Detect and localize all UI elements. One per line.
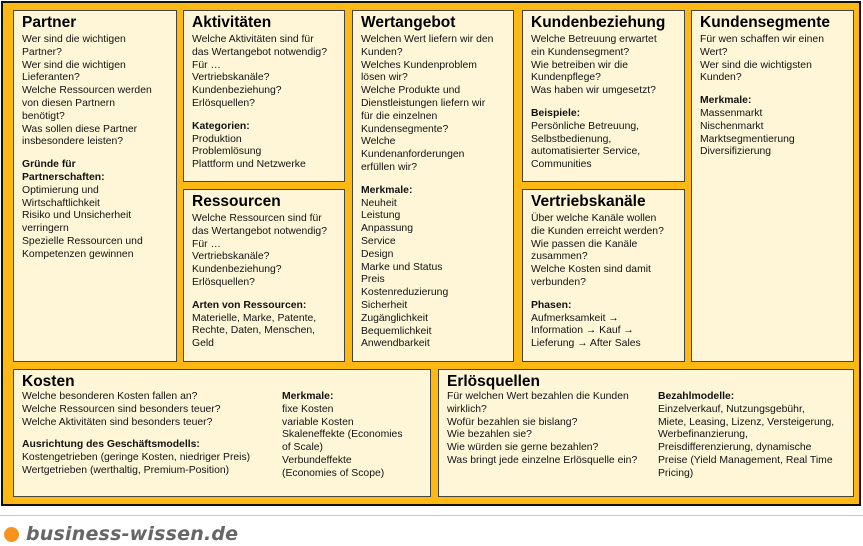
erloesquellen-title: Erlösquellen [447,373,541,390]
list-item: Werbefinanzierung, [658,429,748,441]
question-line: Wer sind die wichtigsten [700,59,812,71]
list-item: Kostengetrieben (geringe Kosten, niedriger Preis) [22,452,251,464]
question-line: Was sollen diese Partner [22,123,138,135]
question-line: Wer sind die wichtigen [22,59,126,71]
question-line: Welchen Wert liefern wir den [361,34,494,45]
ressourcen-title: Ressourcen [192,193,281,210]
question-line: wirklich? [447,403,487,415]
question-line: Dienstleistungen liefern wir [361,97,486,109]
question-line: Welche Betreuung erwartet [531,34,657,45]
list-item: Kostenreduzierung [361,287,449,299]
partner-title: Partner [22,14,77,31]
ressourcen-box [183,189,345,362]
question-line: Kundenanforderungen [361,149,465,161]
question-line: Welches Kundenproblem [361,59,477,71]
list-item: Sicherheit [361,299,408,311]
vertriebskanaele-box [522,189,685,362]
aktivitaeten-subheading: Kategorien: [192,120,250,132]
list-item: of Scale) [282,442,324,454]
list-item: fixe Kosten [282,403,334,415]
question-line: von diesen Partnern [22,97,115,109]
kosten-right-column [282,391,403,481]
list-item: Communities [531,159,592,171]
question-line: Welche Aktivitäten sind für [192,34,314,45]
question-line: Welche Kosten sind damit [531,264,651,276]
kosten-left-column [22,391,250,478]
list-item: Skaleneffekte (Economies [282,429,403,441]
list-item: Produktion [192,133,242,145]
question-line: das Wertangebot notwendig? [192,225,327,237]
list-item: Pricing) [658,467,694,479]
question-line: Für … [192,59,221,71]
list-item: Problemlösung [192,146,262,158]
partner-items [22,185,168,262]
kosten-title: Kosten [22,373,75,390]
question-line: Kunden? [700,72,742,84]
list-item: Service [361,235,396,247]
question-line: Über welche Kanäle wollen [531,213,657,224]
question-line: Wer sind die wichtigen [22,34,126,45]
partner-subheading-cont: Partnerschaften: [22,171,105,183]
brand-logo-text: business-wissen.de [26,523,239,545]
list-item: Wertgetrieben (werthaltig, Premium-Position) [22,464,230,476]
question-line: Vertriebskanäle? [192,251,270,263]
kundenbeziehung-subheading: Beispiele: [531,107,581,119]
question-line: Welche Ressourcen sind für [192,213,322,224]
kundensegmente-title: Kundensegmente [700,14,831,31]
kosten-merkmale-subheading: Merkmale: [282,391,334,402]
partner-subheading: Gründe für [22,159,76,171]
list-item: Kompetenzen gewinnen [22,248,134,260]
list-item: Preisdifferenzierung, dynamische [658,442,812,454]
brand-dot-icon [4,527,19,542]
kundensegmente-subheading: Merkmale: [700,95,752,107]
question-line: Partner? [22,46,62,58]
list-item: Geld [192,338,214,350]
question-line: Kunden? [361,46,403,58]
question-line: Wert? [700,46,728,58]
kundenbeziehung-title: Kundenbeziehung [531,14,666,31]
partner-box [13,10,177,362]
question-line: Für welchen Wert bezahlen die Kunden [447,391,629,402]
question-line: benötigt? [22,110,65,122]
question-line: Für wen schaffen wir einen [700,34,824,45]
question-line: Welche [361,136,396,148]
list-item: Preis [361,274,385,286]
list-item: Anwendbarkeit [361,338,430,350]
list-item: (Economies of Scope) [282,467,385,479]
question-line: Was haben wir umgesetzt? [531,85,656,97]
list-item: Wirtschaftlichkeit [22,197,100,209]
aktivitaeten-box [183,10,345,182]
list-item: Anpassung [361,223,413,235]
list-item: Miete, Leasing, Lizenz, Versteigerung, [658,416,835,428]
question-line: die Kunden erreicht werden? [531,225,664,237]
list-item: Preise (Yield Management, Real Time [658,454,833,466]
question-line: das Wertangebot notwendig? [192,46,327,58]
question-line: Wie passen die Kanäle [531,238,638,250]
vertriebskanaele-subheading: Phasen: [531,299,572,311]
question-line: Wofür bezahlen sie bislang? [447,416,578,428]
list-item: Spezielle Ressourcen und [22,235,143,247]
list-item: Aufmerksamkeit → [531,312,619,324]
list-item: Rechte, Daten, Menschen, [192,325,316,337]
question-line: Kundenpflege? [531,72,601,84]
aktivitaeten-title: Aktivitäten [192,14,272,31]
business-model-canvas [1,1,861,506]
list-item: Marke und Status [361,261,443,273]
list-item: Design [361,248,394,260]
list-item: variable Kosten [282,416,354,428]
list-item: Marktsegmentierung [700,133,795,145]
kosten-subheading: Ausrichtung des Geschäftsmodells: [22,439,200,451]
question-line: verbunden? [531,276,586,288]
question-line: Wie würden sie gerne bezahlen? [447,442,599,454]
question-line: zusammen? [531,251,588,263]
erloesquellen-left-column [447,391,637,468]
question-line: lösen wir? [361,72,408,84]
wertangebot-box [352,10,514,362]
question-line: Kundenbeziehung? [192,85,282,97]
question-line: ein Kundensegment? [531,46,630,58]
list-item: Verbundeffekte [282,454,352,466]
list-item: Risiko und Unsicherheit [22,210,132,222]
list-item: Neuheit [361,197,397,209]
question-line: Für … [192,238,221,250]
list-item: Plattform und Netzwerke [192,159,306,171]
wertangebot-subheading: Merkmale: [361,184,413,196]
question-line: Welche besonderen Kosten fallen an? [22,391,198,402]
question-line: Lieferanten? [22,72,80,84]
question-line: Erlösquellen? [192,276,255,288]
question-line: Welche Ressourcen sind besonders teuer? [22,403,221,415]
question-line: Kundensegmente? [361,123,449,135]
bezahlmodelle-subheading: Bezahlmodelle: [658,391,735,402]
kundenbeziehung-box [522,10,685,182]
question-line: Welche Ressourcen werden [22,85,152,97]
question-line: Was bringt jede einzelne Erlösquelle ein? [447,454,638,466]
list-item: automatisierter Service, [531,146,641,158]
question-line: Vertriebskanäle? [192,72,270,84]
vertriebskanaele-title: Vertriebskanäle [531,193,646,210]
erloesquellen-right-column [658,391,834,481]
list-item: Nischenmarkt [700,120,764,132]
list-item: verringern [22,223,69,235]
list-item: Leistung [361,210,401,222]
list-item: Selbstbedienung, [531,133,612,145]
kosten-box [13,369,431,497]
ressourcen-subheading: Arten von Ressourcen: [192,299,307,311]
list-item: Optimierung und [22,184,99,196]
list-item: Persönliche Betreuung, [531,120,640,132]
question-line: für die einzelnen [361,110,438,122]
list-item: Einzelverkauf, Nutzungsgebühr, [658,403,805,415]
question-line: erfüllen wir? [361,161,418,173]
footer [0,515,863,546]
list-item: Massenmarkt [700,107,763,119]
list-item: Information → Kauf → [531,325,634,337]
question-line: Welche Produkte und [361,85,461,97]
erloesquellen-box [438,369,854,497]
wertangebot-title: Wertangebot [361,14,456,31]
list-item: Zugänglichkeit [361,312,429,324]
question-line: Kundenbeziehung? [192,264,282,276]
partner-questions [22,34,168,149]
list-item: Bequemlichkeit [361,325,432,337]
question-line: Welche Aktivitäten sind besonders teuer? [22,416,213,428]
question-line: Wie bezahlen sie? [447,429,532,441]
list-item: Diversifizierung [700,146,772,158]
list-item: Lieferung → After Sales [531,338,641,350]
question-line: Erlösquellen? [192,97,255,109]
kundensegmente-box [691,10,854,362]
question-line: insbesondere leisten? [22,136,124,148]
list-item: Materielle, Marke, Patente, [192,312,317,324]
question-line: Wie betreiben wir die [531,59,629,71]
